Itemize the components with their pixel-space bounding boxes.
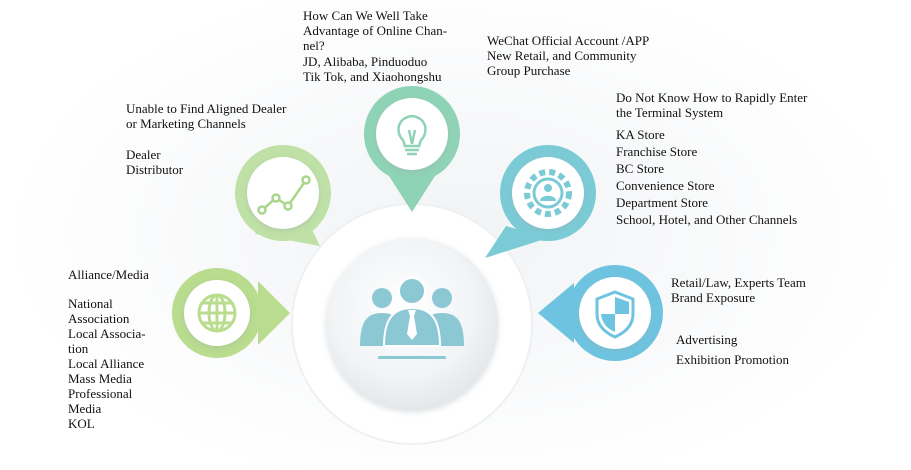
terminal-title: Do Not Know How to Rapidly Enter the Terminal System <box>616 90 808 120</box>
online-items: JD, Alibaba, Pinduoduo Tik Tok, and Xiaohongshu <box>303 54 442 84</box>
online-title: How Can We Well Take Advantage of Online Chan- nel? <box>303 8 448 53</box>
center-hub <box>326 238 498 410</box>
wechat-title: WeChat Official Account /APP New Retail, and Community Group Purchase <box>487 33 650 78</box>
terminal-items: KA Store Franchise Store BC Store Convenience Store Department Store School, Hotel, and Other Channels <box>616 127 798 227</box>
globe-icon <box>199 295 235 331</box>
retail-title: Retail/Law, Experts Team Brand Exposure <box>671 275 806 305</box>
retail-items: Advertising Exhibition Promotion <box>676 332 790 367</box>
alliance-title: Alliance/Media <box>68 267 149 282</box>
alliance-items: National Association Local Associa- tion Local Alliance Mass Media Professional Media KOL <box>68 296 146 431</box>
dealer-title: Unable to Find Aligned Dealer or Marketing Channels <box>126 101 287 131</box>
dealer-items: Dealer Distributor <box>126 147 184 177</box>
